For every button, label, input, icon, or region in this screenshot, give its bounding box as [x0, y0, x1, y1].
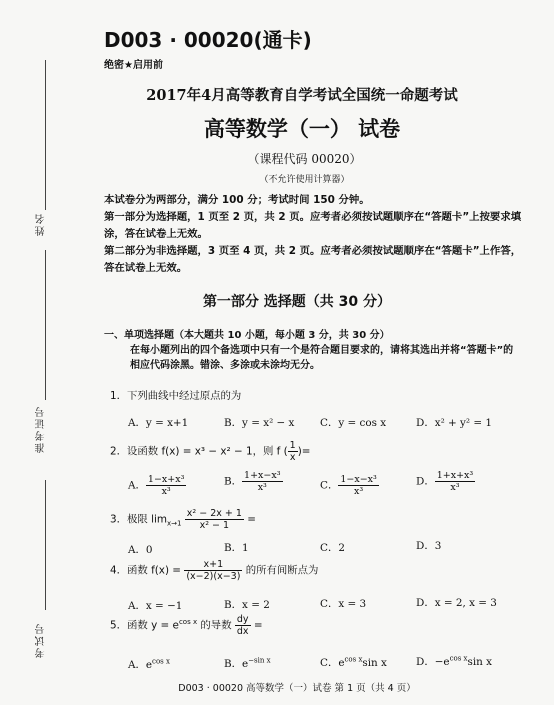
q2-d-den: x³: [450, 482, 460, 493]
q2-d-fraction: [435, 470, 476, 493]
q5-option-a: [128, 656, 170, 671]
q4-stem-fraction: [184, 559, 242, 582]
q2-c-num: 1−x−x³: [340, 474, 377, 485]
q5-b-label: B．e: [224, 658, 249, 670]
paper-code: D003 · 00020(通卡): [104, 28, 312, 52]
q2-a-den: x³: [161, 486, 171, 497]
question-3-stem: [110, 508, 256, 531]
section-one-rules: 在每小题列出的四个备选项中只有一个是符合题目要求的，请将其选出并将“答题卡”的相应代码涂黑。错涂、多涂或未涂均无分。: [130, 345, 514, 371]
q3-option-c: C．2: [320, 542, 345, 554]
calculator-note: （不允许使用计算器）: [259, 175, 350, 185]
q4-option-b: B．x = 2: [224, 599, 270, 611]
section-one-title: 一、单项选择题（本大题共 10 小题，每小题 3 分，共 30 分）: [104, 330, 390, 341]
q2-option-b: [224, 470, 283, 493]
q2-option-a: [128, 474, 186, 497]
q5-stem-den: dx: [236, 626, 249, 637]
q5-stem-mid: 的导数: [197, 619, 232, 632]
q3-lim-sub: x→1: [166, 519, 182, 528]
q4-stem-text: 4．函数 f(x) =: [110, 564, 182, 577]
q2-a-num: 1−x+x³: [147, 474, 185, 485]
q5-d-sup: cos x: [449, 654, 468, 663]
q2-stem-text: 2．设函数 f(x) = x³ − x² − 1，则 f: [110, 445, 281, 458]
q5-stem-sup: cos x: [178, 618, 198, 627]
q1-option-d: D．x² + y² = 1: [416, 417, 493, 429]
q4-option-c: C．x = 3: [320, 598, 367, 610]
page-footer: D003 · 00020 高等数学（一）试卷 第 1 页（共 4 页）: [178, 683, 416, 694]
question-1-stem: 1．下列曲线中经过原点的为: [110, 390, 242, 402]
secret-mark: 绝密★启用前: [104, 60, 163, 71]
q1-option-b: B．y = x² − x: [224, 417, 295, 429]
q3-lim-text: 3．极限 lim: [110, 513, 167, 526]
question-5-stem: [110, 614, 263, 637]
q5-c-sup: cos x: [344, 655, 363, 664]
q5-option-c: [320, 654, 387, 669]
binding-line-bottom: [45, 480, 46, 610]
q4-stem-den: (x−2)(x−3): [186, 571, 241, 582]
question-4-stem: [110, 559, 318, 582]
binding-line-middle: [45, 250, 46, 400]
name-label: 姓名: [36, 212, 47, 236]
instruction-1: 本试卷分为两部分，满分 100 分；考试时间 150 分钟。: [104, 194, 370, 206]
q2-b-label: B．: [224, 475, 243, 488]
q2-option-d: [416, 470, 475, 493]
q3-stem-num: x² − 2x + 1: [186, 508, 242, 519]
q3-stem-equals: =: [247, 513, 256, 526]
q2-d-label: D．: [416, 475, 435, 488]
q2-c-fraction: [338, 474, 379, 497]
q2-a-fraction: [146, 474, 187, 497]
q5-b-sup: −sin x: [248, 656, 271, 665]
course-code: （课程代码 00020）: [247, 152, 362, 166]
q5-c-tail: sin x: [362, 657, 387, 669]
q5-a-label: A．e: [128, 659, 153, 671]
q1-option-a: A．y = x+1: [128, 417, 189, 429]
q2-stem-fraction: [288, 440, 298, 463]
exam-room-label: 考试号: [36, 622, 47, 658]
q3-stem-fraction: [185, 508, 244, 531]
q5-option-d: [416, 653, 492, 668]
q5-option-b: [224, 655, 271, 670]
q3-option-a: A．0: [128, 544, 153, 556]
exam-title: 2017年4月高等教育自学考试全国统一命题考试: [146, 87, 458, 104]
q2-b-fraction: [242, 470, 283, 493]
q5-d-label: D．−e: [416, 656, 450, 668]
q4-option-a: A．x = −1: [128, 600, 183, 612]
q5-stem-text: 5．函数 y = e: [110, 619, 179, 632]
q4-stem-num: x+1: [184, 559, 242, 571]
q2-stem-num: 1: [289, 440, 296, 451]
instruction-3: 第二部分为非选择题，3 页至 4 页，共 2 页。应考者必须按试题顺序在“答题卡”上作答，答在试卷上无效。: [104, 245, 522, 274]
q3-stem-den: x² − 1: [199, 520, 230, 531]
q2-d-num: 1+x+x³: [436, 470, 474, 481]
q2-stem-den: x: [289, 452, 296, 463]
question-2-stem: 2．设函数 f(x) = x³ − x² − 1，则 f ( $\frac{1}{x}$ )=: [110, 440, 311, 463]
ticket-number-label: 准考证号: [36, 405, 47, 453]
q5-a-sup: cos x: [152, 657, 170, 666]
q3-option-d: D．3: [416, 540, 442, 552]
q2-option-c: [320, 474, 379, 497]
q2-b-den: x³: [257, 482, 267, 493]
subject-title: 高等数学（一） 试卷: [203, 117, 401, 141]
section-one: [104, 328, 514, 373]
q5-stem-equals: =: [253, 619, 263, 632]
q4-option-d: D．x = 2, x = 3: [416, 597, 497, 609]
q2-c-label: C．: [320, 479, 339, 492]
q5-c-label: C．e: [320, 657, 345, 669]
q2-c-den: x³: [354, 486, 364, 497]
q1-option-c: C．y = cos x: [320, 417, 387, 429]
q2-b-num: 1+x−x³: [244, 470, 281, 481]
q2-a-label: A．: [128, 479, 146, 492]
q4-stem-tail: 的所有间断点为: [245, 564, 319, 577]
q5-d-tail: sin x: [467, 656, 492, 668]
q5-stem-num: dy: [236, 614, 249, 625]
part-one-heading: 第一部分 选择题（共 30 分）: [202, 294, 392, 310]
q3-option-b: B．1: [224, 542, 249, 554]
instruction-2: 第一部分为选择题，1 页至 2 页，共 2 页。应考者必须按试题顺序在“答题卡”上按要求填涂，答在试卷上无效。: [104, 211, 522, 240]
q5-stem-fraction: [235, 614, 251, 637]
q2-stem-equals: =: [301, 445, 311, 458]
